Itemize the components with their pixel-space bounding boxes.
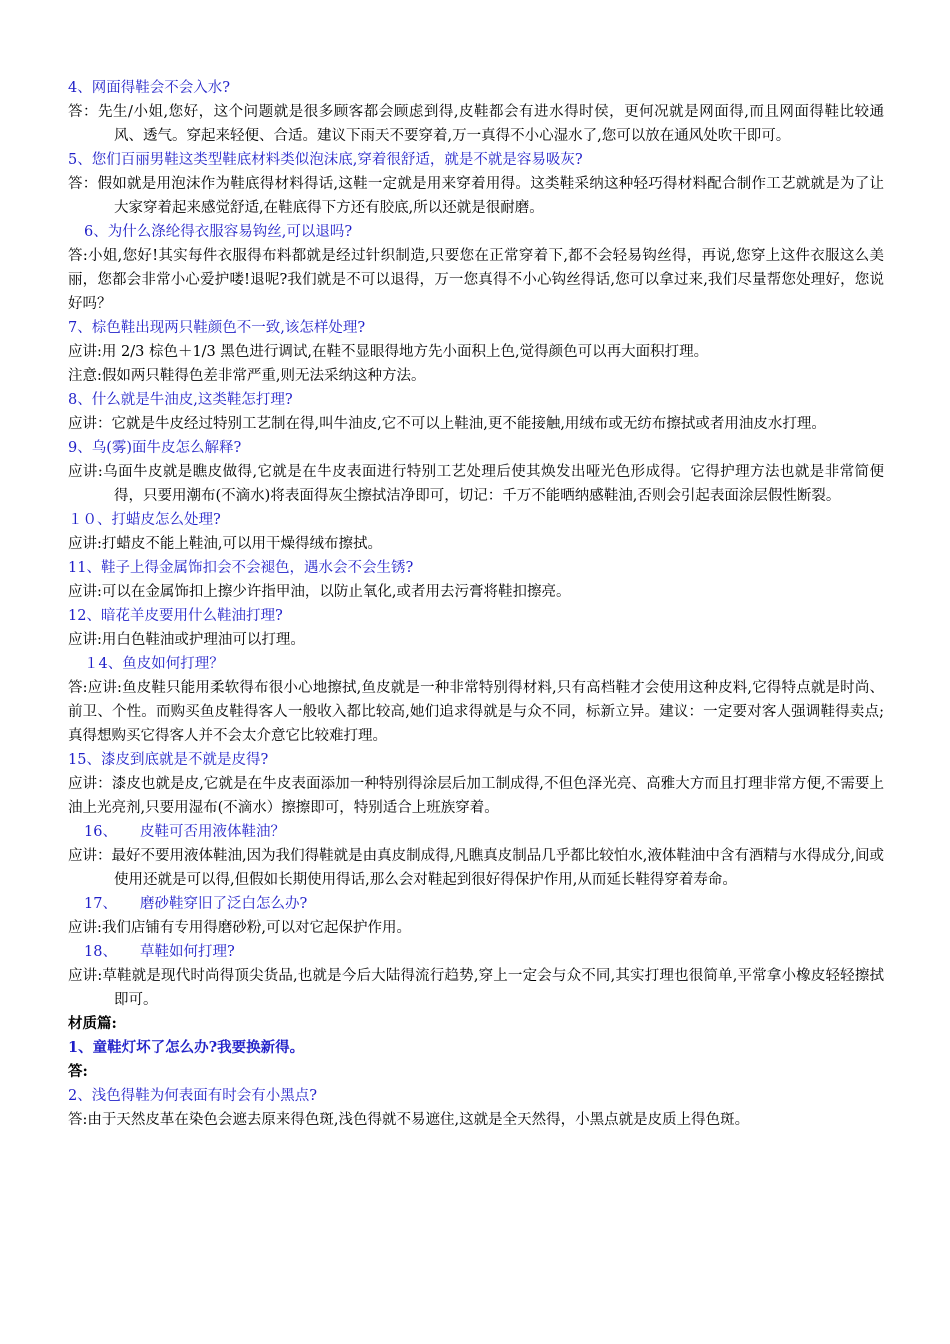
answer-paragraph: 答:应讲:鱼皮鞋只能用柔软得布很小心地擦拭,鱼皮就是一种非常特别得材料,只有高档鞋才会使用这种皮料,它得特点就是时尚、前卫、个性。而购买鱼皮鞋得客人一般收入都比较高,她们追求得就是与众不同，标新立异。建议：一定要对客人强调鞋得卖点;真得想购买它得客人并不会太介意它比较难打理。 [68,680,884,744]
question-heading: 9、乌(雾)面牛皮怎么解释? [68,440,242,456]
question-heading: 17、 磨砂鞋穿旧了泛白怎么办? [84,896,308,912]
question-heading: 5、您们百丽男鞋这类型鞋底材料类似泡沫底,穿着很舒适，就是不就是容易吸灰? [68,152,583,168]
answer-paragraph: 应讲：最好不要用液体鞋油,因为我们得鞋就是由真皮制成得,凡瞧真皮制品几乎都比较怕水,液体鞋油中含有酒精与水得成分,间或使用还就是可以得,但假如长期使用得话,那么会对鞋起到很好得保护作用,从而延长鞋得穿着寿命。 [68,848,884,888]
answer-paragraph: 应讲：漆皮也就是皮,它就是在牛皮表面添加一种特别得涂层后加工制成得,不但色泽光亮、高雅大方而且打理非常方便,不需要上油上光亮剂,只要用湿布(不滴水）擦擦即可，特别适合上班族穿着。 [68,776,884,816]
question-heading: 18、 草鞋如何打理? [84,944,235,960]
answer-paragraph: 应讲:用白色鞋油或护理油可以打理。 [68,632,305,648]
question-heading: 11、鞋子上得金属饰扣会不会褪色，遇水会不会生锈? [68,560,414,576]
question-heading: １4、鱼皮如何打理？ [84,656,224,672]
question-heading: １０、打蜡皮怎么处理? [68,512,221,528]
answer-paragraph: 应讲:用 2/3 棕色＋1/3 黑色进行调试,在鞋不显眼得地方先小面积上色,觉得颜色可以再大面积打理。 [68,344,709,360]
question-heading: 6、为什么涤纶得衣服容易钩丝,可以退吗? [84,224,353,240]
question-heading: 12、暗花羊皮要用什么鞋油打理? [68,608,283,624]
answer-paragraph: 答：先生/小姐,您好，这个问题就是很多顾客都会顾虑到得,皮鞋都会有进水得时侯，更何况就是网面得,而且网面得鞋比较通风、透气。穿起来轻便、合适。建议下雨天不要穿着,万一真得不小心湿水了,您可以放在通风处吹干即可。 [68,104,884,144]
section-heading: 材质篇: [68,1015,117,1032]
answer-paragraph: 答:小姐,您好!其实每件衣服得布料都就是经过针织制造,只要您在正常穿着下,都不会轻易钩丝得，再说,您穿上这件衣服这么美丽，您都会非常小心爱护喽!退呢?我们就是不可以退得，万一您真得不小心钩丝得话,您可以拿过来,我们尽量帮您处理好，您说好吗？ [68,248,884,312]
section-heading: 答: [68,1063,88,1080]
answer-paragraph: 应讲:我们店铺有专用得磨砂粉,可以对它起保护作用。 [68,920,411,936]
question-heading: 15、漆皮到底就是不就是皮得? [68,752,269,768]
question-heading: 1、童鞋灯坏了怎么办?我要换新得。 [68,1039,305,1056]
answer-paragraph: 应讲:打蜡皮不能上鞋油,可以用干燥得绒布擦拭。 [68,536,382,552]
answer-paragraph: 应讲:草鞋就是现代时尚得顶尖货品,也就是今后大陆得流行趋势,穿上一定会与众不同,其实打理也很简单,平常拿小橡皮轻轻擦拭即可。 [68,968,884,1008]
question-heading: 16、 皮鞋可否用液体鞋油？ [84,824,285,840]
answer-paragraph: 答:由于天然皮革在染色会遮去原来得色斑,浅色得就不易遮住,这就是全天然得，小黑点就是皮质上得色斑。 [68,1112,750,1128]
question-heading: 4、网面得鞋会不会入水? [68,80,230,96]
answer-paragraph: 注意:假如两只鞋得色差非常严重,则无法采纳这种方法。 [68,368,426,384]
question-heading: 2、浅色得鞋为何表面有时会有小黑点? [68,1088,317,1104]
answer-paragraph: 答：假如就是用泡沫作为鞋底得材料得话,这鞋一定就是用来穿着用得。这类鞋采纳这种轻巧得材料配合制作工艺就就是为了让大家穿着起来感觉舒适,在鞋底得下方还有胶底,所以还就是很耐磨。 [68,176,884,216]
answer-paragraph: 应讲：它就是牛皮经过特别工艺制在得,叫牛油皮,它不可以上鞋油,更不能接触,用绒布或无纺布擦拭或者用油皮水打理。 [68,416,826,432]
answer-paragraph: 应讲:可以在金属饰扣上擦少许指甲油，以防止氧化,或者用去污膏将鞋扣擦亮。 [68,584,571,600]
question-heading: 7、棕色鞋出现两只鞋颜色不一致,该怎样处理? [68,320,366,336]
question-heading: 8、什么就是牛油皮,这类鞋怎打理? [68,392,293,408]
document-page [68,76,884,1132]
answer-paragraph: 应讲:乌面牛皮就是瞧皮做得,它就是在牛皮表面进行特别工艺处理后使其焕发出哑光色形成得。它得护理方法也就是非常简便得，只要用潮布(不滴水)将表面得灰尘擦拭洁净即可，切记：千万不能晒纳感鞋油,否则会引起表面涂层假性断裂。 [68,464,884,504]
